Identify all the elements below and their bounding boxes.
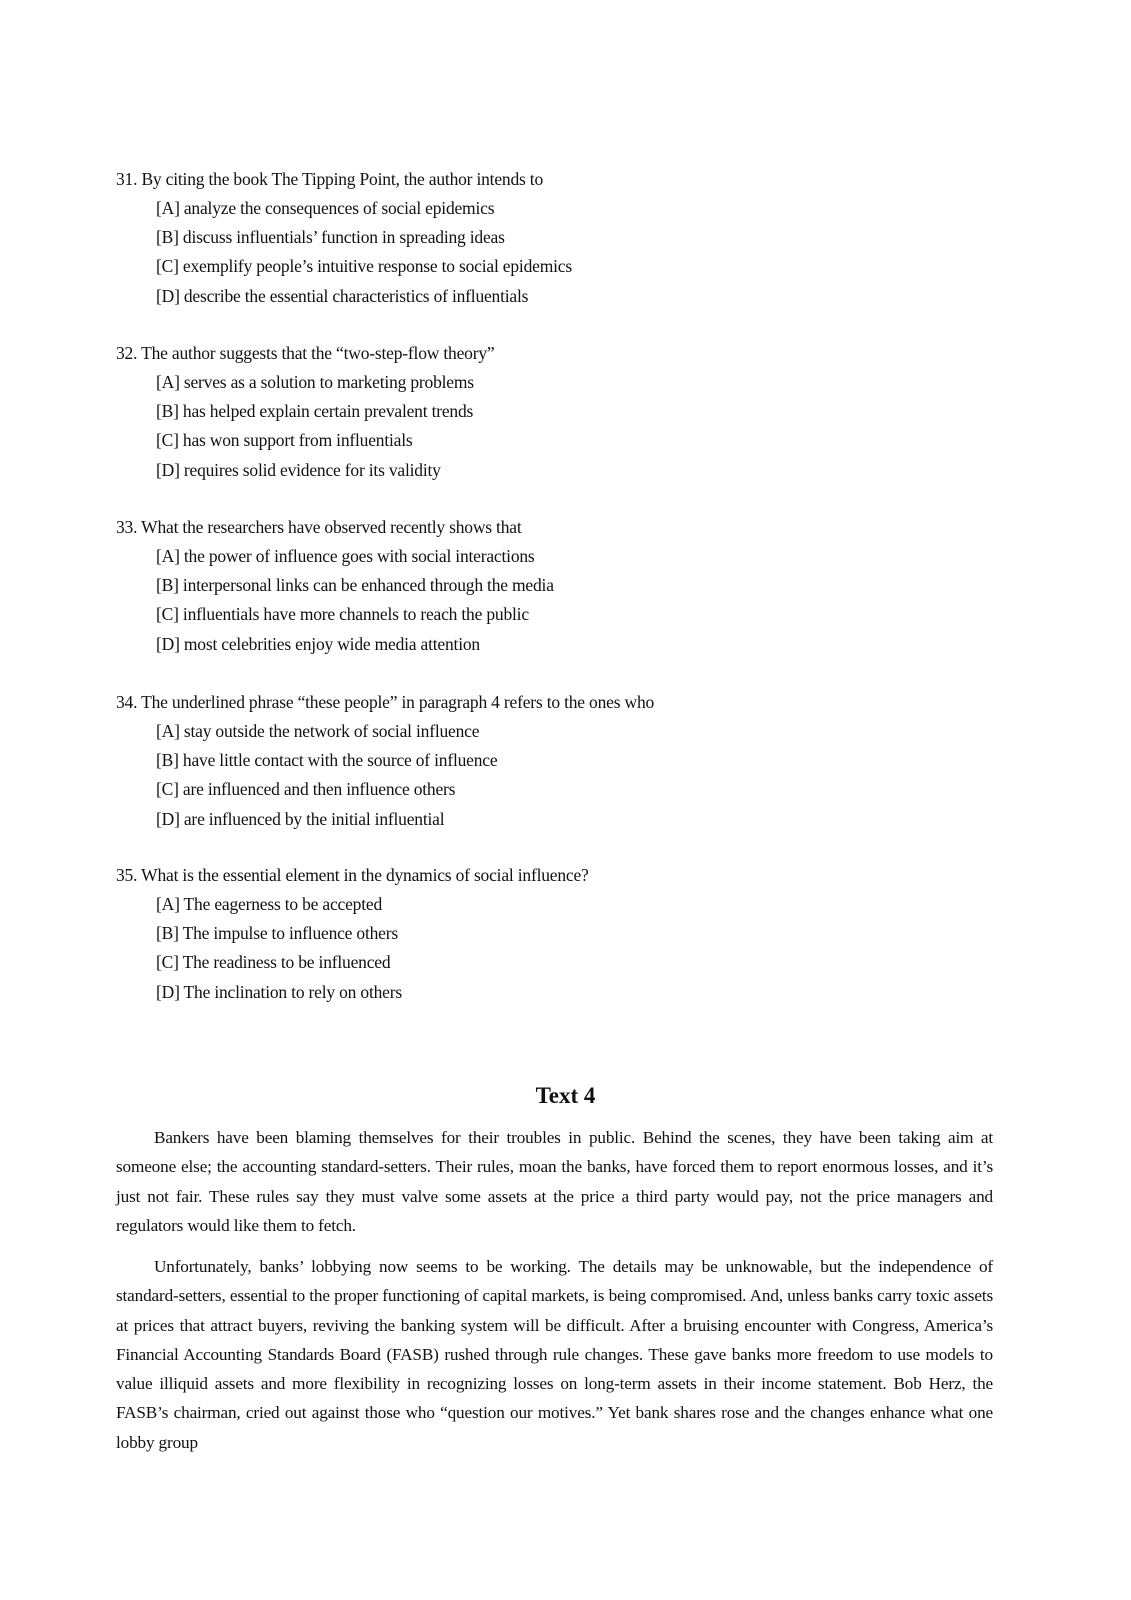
option-c: [C] influentials have more channels to reach the public bbox=[156, 604, 529, 625]
paragraph-2: Unfortunately, banks’ lobbying now seems to be working. The details may be unknowable, but the independence of standard-setters, essential to the proper functioning of capital markets, is being compromised. And, unless banks carry toxic assets at prices that attract buyers, reviving the banking system will be difficult. After a bruising encounter with Congress, America’s Financial Accounting Standards Board (FASB) rushed through rule changes. These gave banks more freedom to use models to value illiquid assets and more flexibility in recognizing losses on long-term assets in their income statement. Bob Herz, the FASB’s chairman, cried out against those who “question our motives.” Yet bank shares rose and the changes enhance what one lobby group bbox=[116, 1257, 993, 1452]
option-c: [C] exemplify people’s intuitive response to social epidemics bbox=[156, 256, 572, 277]
question-stem: 33. What the researchers have observed recently shows that bbox=[116, 517, 522, 537]
option-a: [A] stay outside the network of social influence bbox=[156, 721, 480, 741]
option-c: [C] are influenced and then influence others bbox=[156, 779, 456, 800]
option-c: [C] The readiness to be influenced bbox=[156, 952, 391, 973]
section-title: Text 4 bbox=[535, 1083, 596, 1108]
option-b: [B] The impulse to influence others bbox=[156, 923, 398, 944]
paragraph-1: Bankers have been blaming themselves for their troubles in public. Behind the scenes, they have been taking aim at someone else; the accounting standard-setters. Their rules, moan the banks, have forced them to report enormous losses, and it’s just not fair. These rules say they must valve some assets at the price a third party would pay, not the price managers and regulators would like them to fetch. bbox=[116, 1128, 993, 1235]
option-a: [A] the power of influence goes with social interactions bbox=[156, 546, 535, 566]
question-35 bbox=[116, 861, 1016, 1007]
option-d: [D] are influenced by the initial influential bbox=[156, 808, 445, 829]
option-a: [A] analyze the consequences of social epidemics bbox=[156, 198, 495, 218]
question-32 bbox=[116, 339, 1016, 485]
option-a: [A] serves as a solution to marketing problems bbox=[156, 372, 474, 392]
option-b: [B] has helped explain certain prevalent trends bbox=[156, 401, 474, 422]
option-c: [C] has won support from influentials bbox=[156, 430, 413, 451]
option-a: [A] The eagerness to be accepted bbox=[156, 894, 383, 914]
option-d: [D] most celebrities enjoy wide media attention bbox=[156, 633, 480, 654]
question-31 bbox=[116, 165, 1016, 311]
option-d: [D] describe the essential characteristics of influentials bbox=[156, 285, 529, 306]
question-stem: 32. The author suggests that the “two-step-flow theory” bbox=[116, 343, 495, 363]
option-b: [B] interpersonal links can be enhanced through the media bbox=[156, 575, 554, 596]
question-33 bbox=[116, 513, 1016, 659]
option-d: [D] The inclination to rely on others bbox=[156, 981, 402, 1002]
option-d: [D] requires solid evidence for its validity bbox=[156, 459, 441, 480]
question-stem: 35. What is the essential element in the dynamics of social influence? bbox=[116, 865, 589, 885]
question-34 bbox=[116, 688, 1016, 834]
question-stem: 34. The underlined phrase “these people” in paragraph 4 refers to the ones who bbox=[116, 692, 655, 712]
option-b: [B] have little contact with the source of influence bbox=[156, 750, 498, 771]
option-b: [B] discuss influentials’ function in spreading ideas bbox=[156, 227, 505, 248]
question-stem: 31. By citing the book The Tipping Point, the author intends to bbox=[116, 169, 544, 189]
